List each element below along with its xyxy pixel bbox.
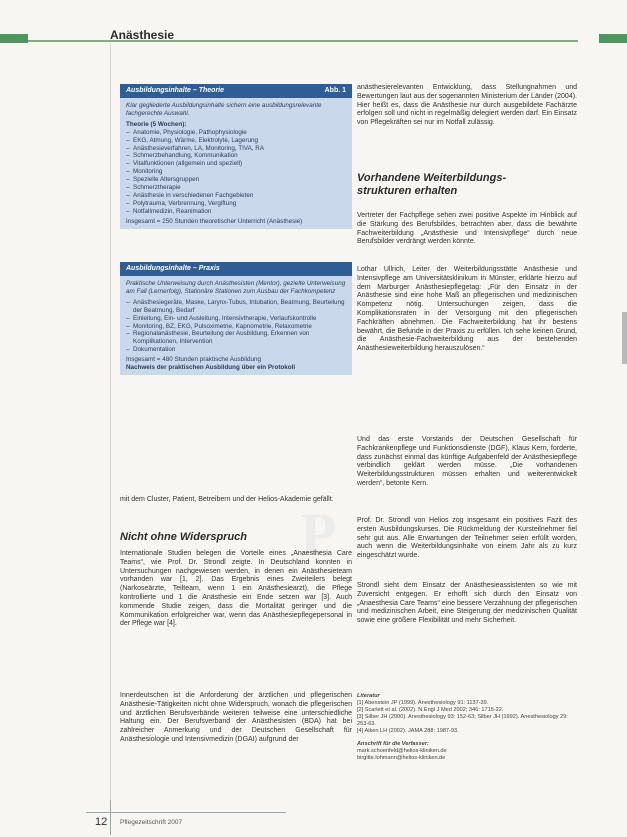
theory-box: [120, 84, 352, 229]
section-title-weiterbildung: [357, 172, 577, 198]
header-bar: [0, 30, 627, 44]
theory-box-intro: Klar gegliederte Ausbildungsinhalte sichern eine ausbildungsrelevante fachgerechte Auswahl.: [126, 102, 322, 117]
theory-box-title: Ausbildungsinhalte – Theorie: [126, 87, 225, 94]
practice-box: [120, 262, 352, 375]
address-heading: Anschrift für die Verfasser:: [357, 741, 429, 747]
list-item: – Monitoring: [126, 168, 346, 176]
left-column-continuation: mit dem Cluster, Patient, Betreibern und der Helios-Akademie gefällt.: [120, 496, 334, 503]
list-item: – Vitalfunktionen (allgemein und speziell): [126, 160, 346, 168]
list-item: – EKG, Atmung, Wärme, Elektrolyte, Lagerung: [126, 137, 346, 145]
list-item: – Regionalanästhesie, Beurteilung der Ausbildung, Erkennen von Komplikationen, Intervention: [126, 330, 346, 346]
section-title-line-1: Vorhandene Weiterbildungs-: [357, 172, 507, 184]
section-title-widerspruch: Nicht ohne Widerspruch: [120, 531, 248, 543]
reference-item: [4] Aiken LH (2002). JAMA 288: 1987-93.: [357, 728, 459, 734]
watermark-mark: P: [300, 501, 337, 567]
section-title-line-2: strukturen erhalten: [357, 185, 458, 197]
right-paragraph-3: Lothar Ullrich, Leiter der Weiterbildungsstätte Anästhesie und Intensivpflege am Universitätsklinikum in Münster, erklärte hierzu auf dem Marburger Anästhesiepflegetag: „Für den Einsatz in der Anästhesie sind eine hohe Maß an pflegerischen und medizinischen Kompetenz nötig. Untersuchungen zeigen, dass die Komplikationsraten in der Versorgung mit den pflegerischen Fachkräften abnehmen. Die Fachweiterbildung hat ihr bestens bewährt, die Befunde in der Praxis zu erfüllen. Ich sehe keinen Grund, die Anästhesie-Fachweiterbildung aus der bestehenden Anästhesieweiterbildung herauszulösen.“: [357, 266, 577, 353]
right-paragraph-2: Vertreter der Fachpflege sehen zwei positive Aspekte im Hinblick auf die Stärkung des Berufsbildes, betrachten aber, dass die bewährte Fachweiterbildung „Anästhesie und Intensivpflege“ durch neue Berufsbilder verdrängt werden könnte.: [357, 212, 577, 246]
list-item: – Anästhesieverfahren, LA, Monitoring, TIVA, RA: [126, 145, 346, 153]
header-accent-left: [0, 34, 28, 43]
page-number: 12: [95, 816, 108, 828]
practice-box-footer-hours: Insgesamt = 480 Stunden praktische Ausbildung: [126, 356, 261, 364]
address-line: birgitte.lohmann@helios-kliniken.de: [357, 755, 446, 761]
practice-box-intro: Praktische Unterweisung durch Anästhesisten (Mentor), gezielte Unterweisung am Fall (Lernerfolg), Stationäre Stationen zum Ausbau der Fachkompetenz: [126, 280, 346, 295]
journal-name: Pflegezeitschrift 2007: [120, 819, 183, 826]
header-accent-right: [599, 34, 627, 43]
left-margin-rule: [110, 44, 111, 804]
list-item: – Schmerztherapie: [126, 184, 346, 192]
practice-box-title: Ausbildungsinhalte – Praxis: [126, 265, 220, 272]
theory-box-footer: Insgesamt = 250 Stunden theoretischer Unterricht (Anästhesie): [126, 217, 303, 225]
references-block: [357, 693, 577, 762]
list-item: – Polytrauma, Verbrennung, Vergiftung: [126, 200, 346, 208]
right-paragraph-5: Prof. Dr. Strondl von Helios zog insgesamt ein positives Fazit des ersten Ausbildungskurses. Die Rückmeldung der Kursteilnehmer fiel sehr gut aus. Alle Erwartungen der Teilnehmer seien erfüllt worden, auch wenn die Weiterbildungsinhalte von einem Jahr als zu kurz eingeschätzt wurde.: [357, 517, 577, 560]
address-line: mark.schoenfeld@helios-kliniken.de: [357, 748, 447, 754]
footer-vertical-rule: [110, 800, 111, 835]
list-item: – Spezielle Altersgruppen: [126, 176, 346, 184]
list-item: – Schmerzbehandlung, Kommunikation: [126, 152, 346, 160]
right-paragraph-4: Und das erste Vorstands der Deutschen Gesellschaft für Fachkrankenpflege und Funktionsdienste (DGF), Klaus Kern, forderte, dass zunächst einmal das künftige Aufgabenfeld der Anästhesiepflege verbindlich geklärt werden müsse. „Die vorhandenen Weiterbildungsstrukturen müssen erhalten und weiterentwickelt werden“, betonte Kern.: [357, 436, 577, 487]
reference-item: [1] Abenstein JP (1999). Anesthesiology 91: 1137-39.: [357, 700, 489, 706]
theory-box-subheading: Theorie (5 Wochen):: [126, 120, 187, 128]
theory-box-header: [120, 84, 352, 98]
reference-item: [3] Silber JH (2000). Anesthesiology 93: 152-63; Silber JH (1992). Anesthesiology 29: 253-63.: [357, 714, 568, 727]
list-item: – Anästhesie in verschiedenen Fachgebieten: [126, 192, 346, 200]
references-heading: Literatur: [357, 693, 380, 699]
theory-box-number: Abb. 1: [324, 87, 346, 94]
list-item: – Notfallmedizin, Reanimation: [126, 208, 346, 216]
left-paragraph-2: Innerdeutschen ist die Anforderung der ärztlichen und pflegerischen Anästhesie-Tätigkeiten nicht ohne Widerspruch, wonach die pflegerischen und ärztlichen Berufsverbände weiteren teilweise eine unterschiedliche Haltung ein. Der Berufsverband der Anästhesisten (BDA) hat bei zahlreicher Anmerkung und der Deutschen Gesellschaft für Anästhesiologie und Intensivmedizin (DGAI) aufgrund der: [120, 692, 352, 743]
left-paragraph-1: Internationale Studien belegen die Vorteile eines „Anaesthesia Care Teams“, wie Prof. Dr. Strondl zeigte. In Deutschland konnten in Untersuchungen nachgewiesen werden, in denen ein Anästhesieteam vorhanden war [1, 2]. Das Ergebnis eines Zweiteilers belegt (Narkoseärzte, Teilteam, wenn 1 ein Anästhesiearzt), die Pflege kontrollierte und 1 die Anästhesie ein Ende setzen war [3]. Auch kommende Studie zeigen, dass die Mortalität geringer und die Kommunikation erfolgreicher war, wenn das Anästhesiepflegepersonal in der Pflege war [4].: [120, 550, 352, 628]
theory-list: [126, 129, 346, 216]
right-paragraph-6: Strondl sieht dem Einsatz der Anästhesieassistenten so wie mit Zuversicht entgegen. Er erhofft sich durch den Einsatz von „Anaesthesia Care Teams“ eine bessere Verzahnung der pflegerischen und medizinischen Arbeit, eine Steigerung der medizinischen Qualität sowie eine größere Flexibilität und mehr Sicherheit.: [357, 582, 577, 625]
list-item: – Anästhesiegeräte, Maske, Larynx-Tubus, Intubation, Beatmung, Beurteilung der Beatmung, Bedarf: [126, 299, 346, 315]
section-header-title: Anästhesie: [110, 28, 175, 42]
list-item: – Anatomie, Physiologie, Pathophysiologie: [126, 129, 346, 137]
practice-box-footer-proof: Nachweis der praktischen Ausbildung über ein Protokoll: [126, 364, 296, 372]
page-edge-tab: [622, 312, 627, 364]
practice-box-header: [120, 262, 352, 276]
list-item: – Monitoring, BZ, EKG, Pulsoximetrie, Kapnometrie, Relaxometrie: [126, 323, 346, 331]
footer-rule: [86, 812, 286, 813]
right-paragraph-1: anästhesierelevanten Entwicklung, dass Stellungnahmen und Bewertungen laut aus der sogenannten Ministerium der Länder (2004). Hier heißt es, dass die Anästhesie nur durch ausgebildete Fachärzte erfolgen soll und nicht in regelmäßig delegiert werden darf. Ein Einsatz von Pflegekräften sei nur im Notfall zulässig.: [357, 84, 577, 127]
list-item: – Einleitung, Ein- und Ausleitung, Intensivtherapie, Verlaufskontrolle: [126, 315, 346, 323]
list-item: – Dokumentation: [126, 346, 346, 354]
reference-item: [2] Scarlett et al. (2002). N Engl J Med 2002; 346: 1715-22.: [357, 707, 504, 713]
practice-list: [126, 299, 346, 354]
